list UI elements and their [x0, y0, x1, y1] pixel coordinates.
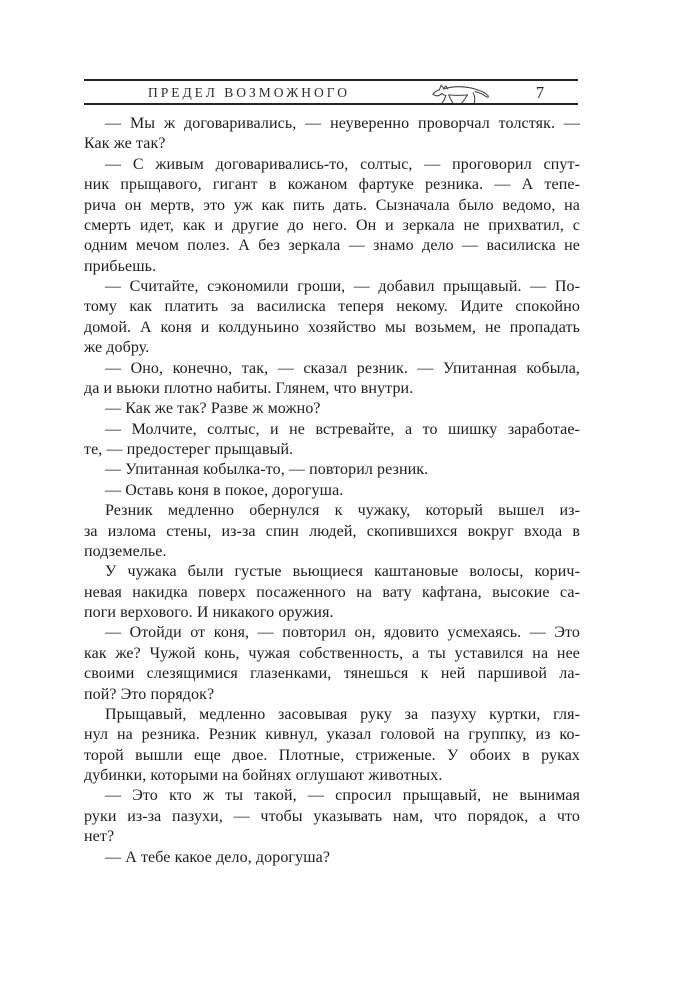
text-line: — Это кто ж ты такой, — спросил прыщавый, не вынимая [105, 787, 580, 805]
page-number: 7 [535, 83, 545, 102]
running-title: ПРЕДЕЛ ВОЗМОЖНОГО [147, 85, 351, 100]
text-line: — Молчите, солтыс, и не встревайте, а то шишку заработае- [105, 420, 580, 438]
text-line: нул на резника. Резник кивнул, указал головой на группку, из ко- [84, 726, 580, 744]
text-line: — Считайте, сэкономили гроши, — добавил прыщавый. — По- [105, 278, 580, 295]
text-line: да и вьюки плотно набиты. Глянем, что внутри. [84, 379, 414, 397]
text-line: ник прыщавого, гигант в кожаном фартуке резника. — А тепе- [84, 176, 580, 194]
text-line: дубинки, которыми на бойнях оглушают животных. [84, 767, 443, 784]
text-line: пой? Это порядок? [84, 685, 215, 703]
text-line: те, — предостерег прыщавый. [84, 441, 294, 458]
text-line: за излома стены, из-за спин людей, скопившихся вокруг входа в [84, 522, 580, 540]
running-header [84, 81, 578, 103]
text-line: — Упитанная кобылка-то, — повторил резник. [105, 461, 429, 479]
text-line: — А тебе какое дело, дорогуша? [105, 848, 331, 866]
text-line: прибьешь. [84, 257, 157, 275]
text-line: — Отойди от коня, — повторил он, ядовито усмехаясь. — Это [105, 624, 580, 642]
text-line: рича он мертв, это уж как пить дать. Сызначала было ведомо, на [84, 196, 580, 214]
text-line: — Оно, конечно, так, — сказал резник. — Упитанная кобыла, [105, 359, 580, 377]
header-rule-bottom [84, 103, 578, 105]
text-line: Прыщавый, медленно засовывая руку за пазуху куртки, гля- [105, 705, 580, 723]
text-line: поги верхового. И никакого оружия. [84, 604, 334, 621]
text-line: — Мы ж договаривались, — неуверенно проворчал толстяк. — [105, 115, 580, 132]
text-line: подземелье. [84, 542, 167, 560]
body-text [84, 114, 580, 868]
text-line: торой вышли еще двое. Плотные, стриженые. У обоих в руках [84, 746, 580, 764]
text-line: смерть идет, как и другие до него. Он и зеркала не прихватил, с [84, 216, 580, 234]
text-line: У чужака были густые вьющиеся каштановые волосы, корич- [105, 563, 580, 581]
text-line: одним мечом полез. А без зеркала — знамо дело — василиска не [84, 237, 580, 255]
text-line: — Как же так? Разве ж можно? [105, 400, 321, 418]
text-line: домой. А коня и колдуньино хозяйство мы возьмем, не пропадать [84, 318, 580, 336]
text-line: нет? [84, 828, 115, 846]
text-line: Как же так? [84, 135, 166, 153]
text-line: как же? Чужой конь, чужая собственность, а ты уставился на нее [84, 644, 580, 662]
text-line: тому как платить за василиска теперя некому. Идите спокойно [84, 298, 580, 316]
text-line: руки из-за пазухи, — чтобы указывать нам, что порядок, а что [84, 807, 580, 825]
text-line: же добру. [84, 339, 150, 357]
text-line: Резник медленно обернулся к чужаку, который вышел из- [105, 502, 580, 520]
text-line: своими слезящимися глазенками, тянешься к ней паршивой ла- [84, 665, 580, 683]
text-line: — С живым договаривались-то, солтыс, — проговорил спут- [105, 155, 580, 173]
text-line: — Оставь коня в покое, дорогуша. [105, 481, 344, 499]
text-line: невая накидка поверх посаженного на вату кафтана, высокие са- [84, 583, 580, 601]
